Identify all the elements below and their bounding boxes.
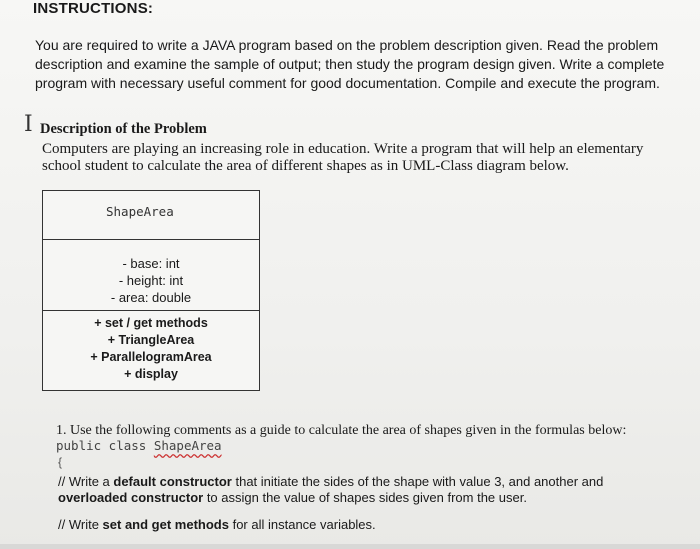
instructions-paragraph: You are required to write a JAVA program based on the problem description given. Read the problem description and examine the sample of output; then study the program design given. Write a complete program with necessary useful comment for good documentation. Compile and execute the program. (35, 37, 665, 91)
uml-attribute: - area: double (110, 290, 192, 305)
instructions-heading: INSTRUCTIONS: (33, 0, 154, 17)
uml-method: + set / get methods (94, 316, 208, 330)
code-class-name: ShapeArea (153, 438, 222, 453)
comment-text: // Write (58, 517, 103, 532)
uml-method: + TriangleArea (107, 333, 195, 347)
uml-class-name-box (43, 191, 259, 240)
comment-text: // Write a (58, 474, 114, 489)
comment-text: for all instance variables. (228, 517, 376, 532)
comment-bold: overloaded constructor (58, 490, 204, 505)
text-cursor-icon: I (24, 112, 33, 137)
description-title: Description of the Problem (40, 121, 207, 137)
uml-attribute: - height: int (118, 273, 184, 288)
description-body: Computers are playing an increasing role in education. Write a program that will help an elementary school student to calculate the area of different shapes as in UML-Class diagram below. (42, 141, 644, 174)
comment-bold: set and get methods (102, 517, 229, 532)
code-brace: { (58, 455, 63, 469)
setget-comment (58, 517, 658, 533)
comment-text: to assign the value of shapes sides given from the user. (203, 490, 527, 505)
page-bottom-edge (0, 544, 700, 549)
uml-attribute: - base: int (122, 256, 180, 271)
uml-class-name: ShapeArea (106, 204, 174, 219)
uml-method: + ParallelogramArea (90, 350, 212, 364)
code-line (56, 438, 222, 453)
uml-methods-box (43, 312, 259, 390)
section1-intro: 1. Use the following comments as a guide to calculate the area of shapes given in the formulas below: (56, 423, 627, 438)
uml-method: + display (124, 367, 178, 381)
code-keywords: public class (56, 438, 154, 453)
comment-bold: default constructor (113, 474, 232, 489)
comment-text: that initiate the sides of the shape with value 3, and another and (231, 474, 604, 489)
uml-class-diagram (42, 190, 260, 391)
uml-attributes-box (43, 240, 259, 311)
constructor-comment (58, 474, 658, 506)
